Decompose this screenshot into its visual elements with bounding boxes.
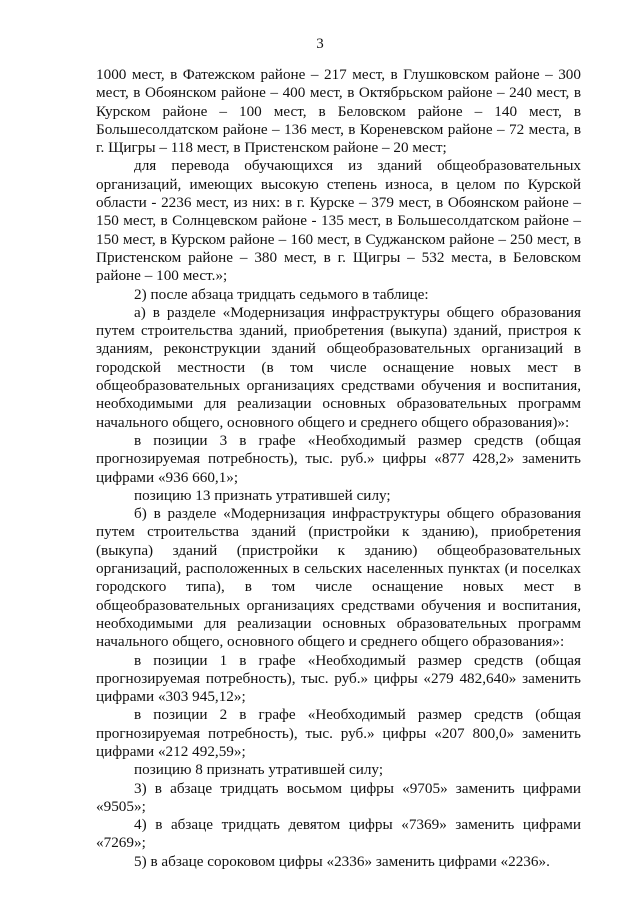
paragraph-4: а) в разделе «Модернизация инфраструктуры общего образования путем строительства зданий, приобретения (выкупа) зданий, пристроя к зданиям, реконструкции зданий общеобразовательных организаций в городской местности (в том числе оснащение новых мест в общеобразовательных организациях средствами обучения и воспитания, необходимыми для реализации основных образовательных программ начального общего, основного общего и среднего общего образования)»: xyxy=(96,303,581,431)
paragraph-1: 1000 мест, в Фатежском районе – 217 мест, в Глушковском районе – 300 мест, в Обоянском районе – 400 мест, в Октябрьском районе – 240 мест, в Курском районе – 100 мест, в Беловском районе – 140 мест, в Большесолдатском районе – 136 мест, в Кореневском районе – 72 места, в г. Щигры – 118 мест, в Пристенском районе – 20 мест; xyxy=(96,66,581,157)
paragraph-9: в позиции 2 в графе «Необходимый размер средств (общая прогнозируемая потребность), тыс. руб.» цифры «207 800,0» заменить цифрами «212 492,59»; xyxy=(96,706,581,760)
paragraph-5: в позиции 3 в графе «Необходимый размер средств (общая прогнозируемая потребность), тыс. руб.» цифры «877 428,2» заменить цифрами «936 660,1»; xyxy=(96,431,581,486)
paragraph-12: 4) в абзаце тридцать девятом цифры «7369» заменить цифрами «7269»; xyxy=(96,816,581,852)
paragraph-3: 2) после абзаца тридцать седьмого в таблице: xyxy=(134,285,429,303)
paragraph-6: позицию 13 признать утратившей силу; xyxy=(134,486,391,504)
paragraph-8: в позиции 1 в графе «Необходимый размер средств (общая прогнозируемая потребность), тыс. руб.» цифры «279 482,640» заменить цифрами «303 945,12»; xyxy=(96,651,581,706)
paragraph-7: б) в разделе «Модернизация инфраструктуры общего образования путем строительства зданий (пристройки к зданию), приобретения (выкупа) зданий (пристройки к зданию) общеобразовательных организаций, расположенных в сельских населенных пунктах (и поселках городского типа), в том числе оснащение новых мест в общеобразовательных организациях средствами обучения и воспитания, необходимыми для реализации основных образовательных программ начального общего, основного общего и среднего общего образования»: xyxy=(96,505,581,651)
page-number: 3 xyxy=(316,36,324,52)
paragraph-13: 5) в абзаце сороковом цифры «2336» заменить цифрами «2236». xyxy=(134,852,550,870)
paragraph-10: позицию 8 признать утратившей силу; xyxy=(134,761,384,779)
document-body xyxy=(96,66,581,871)
paragraph-2: для перевода обучающихся из зданий общеобразовательных организаций, имеющих высокую степень износа, в целом по Курской области - 2236 мест, из них: в г. Курске – 379 мест, в Обоянском районе – 150 мест, в Солнцевском районе - 135 мест, в Большесолдатском районе – 150 мест, в Курском районе – 160 мест, в Суджанском районе – 250 мест, в Пристенском районе – 380 мест, в г. Щигры – 532 места, в Беловском районе – 100 мест.»; xyxy=(96,157,581,285)
paragraph-11: 3) в абзаце тридцать восьмом цифры «9705» заменить цифрами «9505»; xyxy=(96,779,581,815)
